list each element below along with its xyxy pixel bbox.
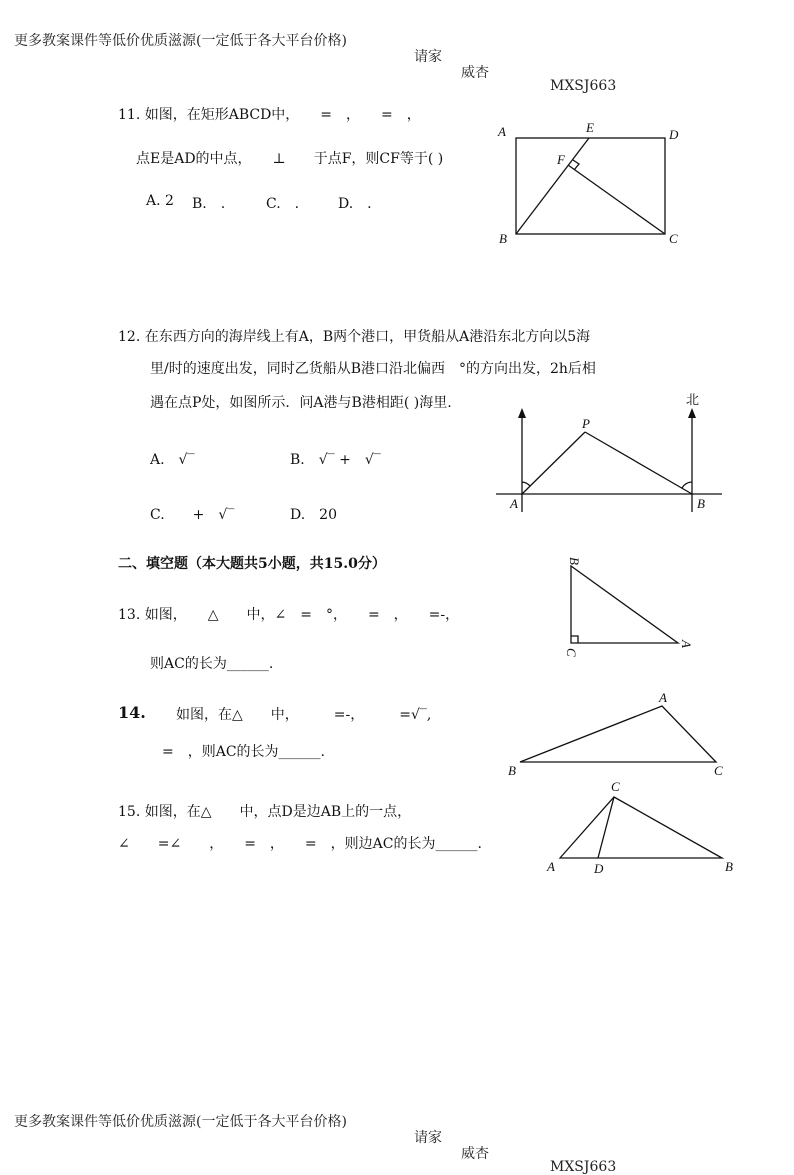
segment-ap: [522, 432, 585, 494]
q14-line2: = ，则AC的长为______.: [162, 744, 326, 760]
q11-line2: 点E是AD的中点， ⊥ 于点F，则CF等于( ): [136, 151, 444, 167]
angle-arc-a: [522, 482, 530, 486]
q13-line2: 则AC的长为______.: [150, 656, 274, 672]
q13-line1: 13. 如图， △ 中，∠ = °， = ， =-，: [118, 607, 460, 623]
q14-line1: 如图，在△ 中， =-， =√‾,: [176, 707, 432, 723]
header-text: 更多教案课件等低价优质滋源(一定低于各大平台价格): [14, 33, 347, 49]
arrow-head-a: [518, 408, 526, 418]
label-b: B: [499, 231, 507, 246]
footer-text: 更多教案课件等低价优质滋源(一定低于各大平台价格): [14, 1114, 347, 1130]
label-c: C: [669, 231, 678, 246]
label-b: B: [508, 763, 516, 778]
label-e: E: [586, 120, 594, 135]
label-d: D: [594, 861, 604, 876]
label-a: A: [498, 124, 506, 139]
q12-option-c: C. + √‾: [150, 507, 235, 523]
q11-option-c: C. .: [266, 196, 300, 212]
section-title: 二、填空题（本大题共5小题，共15.0分）: [118, 556, 386, 572]
right-angle-mark-f: [573, 160, 579, 170]
label-d: D: [669, 127, 679, 142]
header-contact: 请家: [414, 49, 442, 65]
label-c: C: [714, 763, 723, 778]
header-code: MXSJ663: [550, 78, 617, 94]
right-angle-mark-c: [571, 636, 578, 643]
footer-code: MXSJ663: [550, 1159, 617, 1175]
q12-option-b: B. √‾ + √‾: [290, 452, 381, 468]
label-b: B: [697, 496, 705, 511]
q12-line3: 遇在点P处，如图所示．问A港与B港相距( )海里.: [150, 395, 452, 411]
q15-line2: ∠ =∠ ， = ， = ，则边AC的长为______.: [118, 836, 482, 852]
q12-option-a: A. √‾: [150, 452, 195, 468]
q11-option-d: D. .: [338, 196, 372, 212]
label-b: B: [567, 557, 582, 565]
rect-abcd: [516, 138, 665, 234]
label-north: 北: [686, 393, 700, 408]
q14-number: 14.: [118, 703, 146, 722]
label-b: B: [725, 859, 733, 874]
label-a: A: [547, 859, 555, 874]
header-name: 威杏: [461, 65, 489, 81]
label-c: C: [564, 648, 579, 657]
q11-line1: 11. 如图，在矩形ABCD中， = ， = ，: [118, 107, 421, 123]
triangle-acb: [560, 797, 722, 858]
triangle-bca: [571, 566, 678, 643]
segment-cf: [568, 165, 665, 234]
segment-be: [516, 138, 589, 234]
label-p: P: [582, 416, 590, 431]
q12-line1: 12. 在东西方向的海岸线上有A，B两个港口，甲货船从A港沿东北方向以5海: [118, 329, 591, 345]
segment-pb: [585, 432, 692, 494]
q12-line2: 里/时的速度出发，同时乙货船从B港口沿北偏西 °的方向出发，2h后相: [150, 361, 596, 377]
q11-option-b: B. .: [192, 196, 226, 212]
q12-option-d: D. 20: [290, 507, 337, 523]
label-a: A: [510, 496, 518, 511]
label-a: A: [659, 690, 667, 705]
segment-cd: [598, 797, 614, 858]
footer-contact: 请家: [414, 1130, 442, 1146]
label-c: C: [611, 779, 620, 794]
q11-option-a: A. 2: [146, 193, 174, 209]
page-footer: [14, 1095, 617, 1175]
q15-line1: 15. 如图，在△ 中，点D是边AB上的一点，: [118, 804, 412, 820]
label-a: A: [679, 640, 694, 648]
triangle-abc: [520, 706, 716, 762]
angle-arc-b: [682, 482, 692, 488]
footer-name: 威杏: [461, 1146, 489, 1162]
page-header: [14, 14, 617, 94]
arrow-head-b: [688, 408, 696, 418]
label-f: F: [557, 152, 565, 167]
